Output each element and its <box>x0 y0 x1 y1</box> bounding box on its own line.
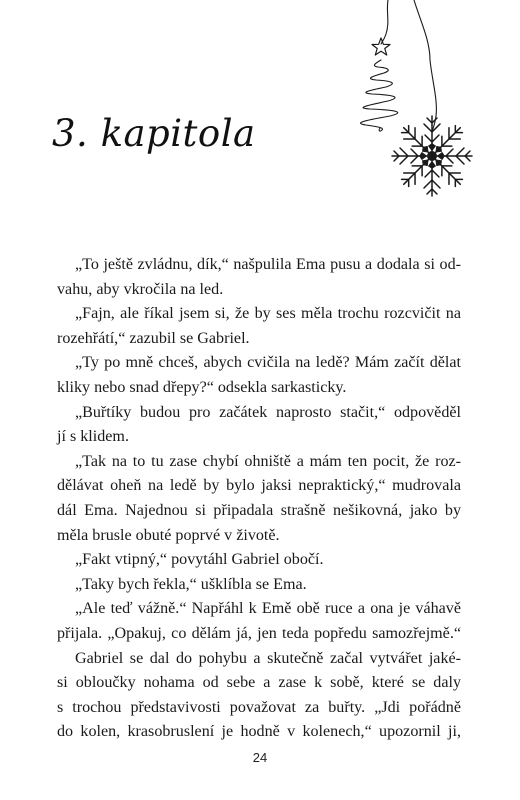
text-line: si obloučky nohama od sebe a zase k sobě, které se daly <box>57 674 461 692</box>
star-ornament-icon <box>372 38 390 55</box>
text-line: „To ještě zvládnu, dík,“ našpulila Ema pusu a dodala si od- <box>75 256 461 273</box>
text-line: měla brusle obuté poprvé v životě. <box>57 526 280 544</box>
text-line: jí s klidem. <box>57 428 129 446</box>
text-line: do kolen, krasobruslení je hodně v kolenech,“ upozornil ji, <box>57 723 461 741</box>
christmas-ornaments <box>0 0 520 220</box>
chapter-title: 3. kapitola <box>52 112 256 155</box>
snowflake-ornament-icon <box>392 116 472 196</box>
text-line: Gabriel se dal do pohybu a skutečně začal vytvářet jaké- <box>75 649 461 667</box>
spiral-tree-ornament-icon <box>361 60 398 131</box>
text-line: s trochou představivosti považovat za buřty. „Jdi pořádně <box>57 698 461 716</box>
text-line: „Taky bych řekla,“ ušklíbla se Ema. <box>75 575 307 593</box>
page-number: 24 <box>252 750 268 765</box>
text-line: „Ty po mně chceš, abych cvičila na ledě? Mám začít dělat <box>75 354 461 372</box>
text-line: „Ale teď vážně.“ Napřáhl k Emě obě ruce a ona je váhavě <box>75 600 461 618</box>
text-line: „Fakt vtipný,“ povytáhl Gabriel obočí. <box>75 551 324 569</box>
text-line: „Tak na to tu zase chybí ohniště a mám ten pocit, že roz- <box>75 452 461 470</box>
text-line: dál Ema. Najednou si připadala strašně nešikovná, jako by <box>57 501 461 519</box>
text-line: dělávat oheň na ledě by bylo jaksi nepraktický,“ mudrovala <box>57 477 461 495</box>
text-line: vahu, aby vkročila na led. <box>57 280 224 298</box>
ornament-string-left <box>381 0 388 44</box>
text-line: „Fajn, ale říkal jsem si, že by ses měla trochu rozcvičit na <box>75 305 461 323</box>
text-line: „Buřtíky budou pro začátek naprosto stačit,“ odpověděl <box>75 403 461 421</box>
text-line: rozehřátí,“ zazubil se Gabriel. <box>57 329 250 347</box>
text-line: kliky nebo snad dřepy?“ odsekla sarkasticky. <box>57 378 347 396</box>
text-line: přijala. „Opakuj, co dělám já, jen teda popředu samozřejmě.“ <box>57 624 461 642</box>
chapter-body-text <box>57 253 461 745</box>
ornament-string-right <box>414 0 436 132</box>
